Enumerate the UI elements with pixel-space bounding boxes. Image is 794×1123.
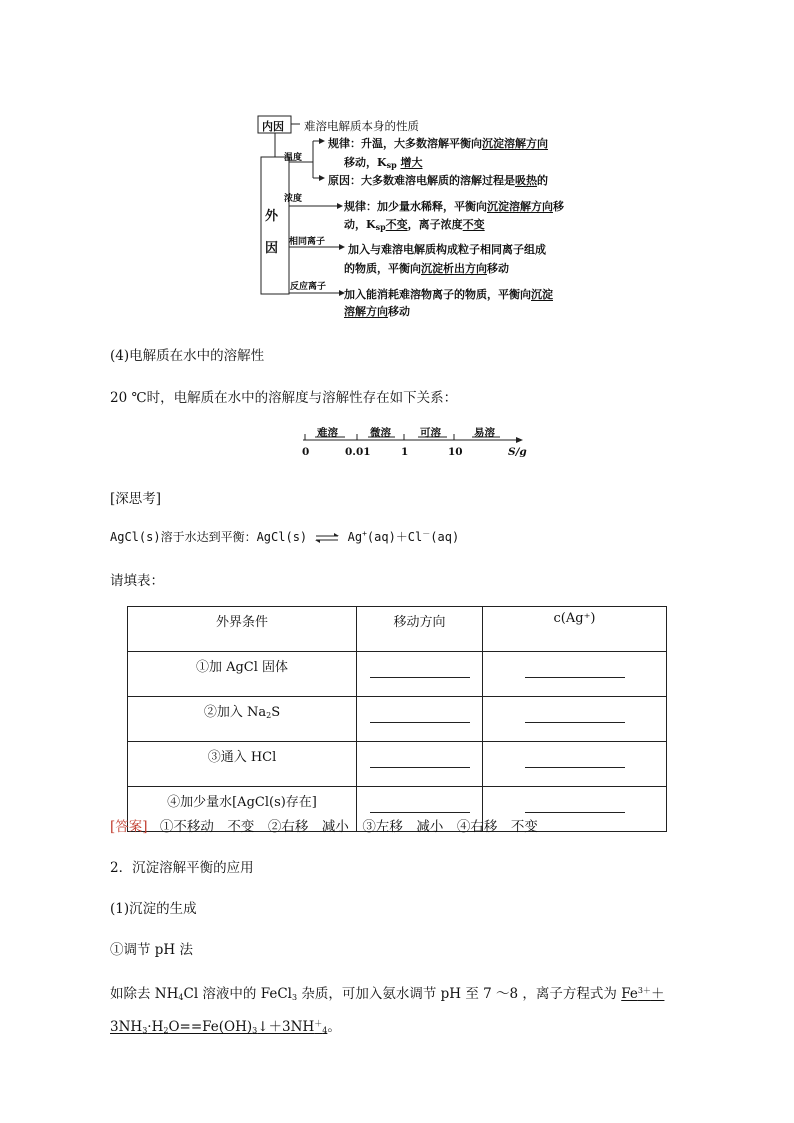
direction-blank[interactable] xyxy=(357,697,483,742)
inner-text: 难溶电解质本身的性质 xyxy=(304,119,419,133)
conc-rule-e: 不变 xyxy=(385,218,408,231)
temp-rule-line-1 xyxy=(328,135,548,151)
eq-d: (aq) xyxy=(430,530,460,544)
react-a: 加入能消耗难溶物离子的物质，平衡向 xyxy=(344,288,531,301)
condition-text: ④加少量水[AgCl(s)存在] xyxy=(167,795,317,810)
condition-text: ①加 AgCl 固体 xyxy=(195,660,289,675)
example-paragraph xyxy=(110,978,730,1044)
temp-cause xyxy=(328,172,548,188)
table-header-row xyxy=(128,607,667,652)
temp-label: 温度 xyxy=(284,153,303,163)
conc-rule-sp: sp xyxy=(375,222,386,232)
eq-c: (aq)＋Cl xyxy=(366,530,423,544)
ex-j: 。 xyxy=(327,1019,341,1035)
eq-b-sup: + xyxy=(362,529,367,538)
ex-f-sub: 3 xyxy=(142,1026,148,1035)
axis-label-soluble: 可溶 xyxy=(420,427,441,439)
axis-tick-001: 0.01 xyxy=(345,446,371,458)
temp-rule-sp: sp xyxy=(386,160,397,170)
react-label: 反应离子 xyxy=(290,282,327,292)
react-b: 沉淀 xyxy=(531,288,553,301)
react-d: 移动 xyxy=(388,305,410,318)
common-b: 的物质，平衡向 xyxy=(344,262,421,275)
conc-rule-d: 动，K xyxy=(344,218,376,231)
eq-b: Ag xyxy=(347,530,363,544)
ex-h-sub: 3 xyxy=(252,1026,258,1035)
temp-cause-c: 的 xyxy=(537,174,548,187)
answer-label: [答案] xyxy=(110,819,148,835)
answer-text: ①不移动 不变 ②右移 减小 ③左移 减小 ④右移 不变 xyxy=(159,819,538,835)
conc-rule-line-1 xyxy=(344,198,564,214)
ex-b-sub: 3 xyxy=(291,993,298,1002)
ex-i: ↓＋3NH xyxy=(257,1019,315,1035)
direction-blank[interactable] xyxy=(357,742,483,787)
react-line-1 xyxy=(344,286,553,302)
temp-rule-d: 增大 xyxy=(400,156,423,169)
react-line-2 xyxy=(344,303,410,319)
axis-label-easily: 易溶 xyxy=(474,427,495,439)
reversible-arrow-icon xyxy=(314,533,340,543)
ex-i-sub: 4 xyxy=(322,1026,328,1035)
common-c: 沉淀析出方向 xyxy=(421,262,487,275)
ex-g: ·H xyxy=(147,1019,164,1035)
temp-cause-b: 吸热 xyxy=(515,174,537,187)
section-2-title: 2．沉淀溶解平衡的应用 xyxy=(110,860,254,876)
temp-rule-a: 规律：升温，大多数溶解平衡向 xyxy=(328,137,482,150)
eq-c-sup: － xyxy=(422,529,431,538)
conc-rule-a: 规律：加少量水稀释，平衡向 xyxy=(344,200,487,213)
axis-tick-10: 10 xyxy=(448,446,463,458)
inner-box-label: 内因 xyxy=(262,120,284,133)
concentration-blank[interactable] xyxy=(483,652,667,697)
common-d: 移动 xyxy=(487,262,509,275)
header-concentration: c(Ag⁺) xyxy=(483,607,667,652)
think-title: [深思考] xyxy=(110,491,162,507)
header-direction: 移动方向 xyxy=(357,607,483,652)
outer-box-label-1: 外 xyxy=(265,209,279,224)
equilibrium-equation xyxy=(110,528,459,545)
condition-cell xyxy=(128,697,357,742)
common-line-2 xyxy=(344,260,509,276)
ex-g-sub: 2 xyxy=(163,1026,169,1035)
method-1-title: ①调节 pH 法 xyxy=(110,942,193,958)
condition-text-b: S xyxy=(271,705,281,720)
axis-tick-0: 0 xyxy=(302,446,310,458)
ex-a: 如除去 NH xyxy=(110,986,179,1002)
ex-c: 杂质，可加入氨水调节 pH 至 7 ～8 ，离子方程式为 xyxy=(297,986,622,1002)
ex-e: ＋ xyxy=(650,986,665,1002)
condition-text: ②加入 Na xyxy=(203,705,267,720)
temperature-sentence: 20 ℃时，电解质在水中的溶解度与溶解性存在如下关系： xyxy=(110,390,458,406)
concentration-blank[interactable] xyxy=(483,697,667,742)
temp-rule-c: 移动，K xyxy=(344,156,387,169)
common-line-1: 加入与难溶电解质构成粒子相同离子组成 xyxy=(348,243,546,256)
condition-cell xyxy=(128,652,357,697)
temp-rule-line-2 xyxy=(344,154,423,170)
ex-d: Fe xyxy=(621,986,638,1002)
ex-i-sup: ＋ xyxy=(314,1019,323,1028)
answer-line xyxy=(110,815,538,835)
ex-f: 3NH xyxy=(110,1019,143,1035)
outer-box-label-2: 因 xyxy=(265,241,279,256)
conc-rule-b: 沉淀溶解方向 xyxy=(487,200,553,213)
ex-d-sup: 3＋ xyxy=(637,986,651,995)
eq-a: AgCl(s)溶于水达到平衡：AgCl(s) xyxy=(110,530,308,544)
fill-prompt: 请填表： xyxy=(110,573,164,589)
concentration-blank[interactable] xyxy=(483,742,667,787)
ex-h: O==Fe(OH) xyxy=(168,1019,253,1035)
ex-a-sub: 4 xyxy=(178,993,184,1002)
conc-rule-f: ，离子浓度 xyxy=(407,218,463,231)
conc-label: 浓度 xyxy=(284,194,303,204)
axis-unit: S/g xyxy=(508,446,527,458)
condition-text: ③通入 HCl xyxy=(207,750,277,765)
heading-4: (4)电解质在水中的溶解性 xyxy=(110,348,265,364)
condition-cell xyxy=(128,742,357,787)
temp-rule-b: 沉淀溶解方向 xyxy=(482,137,548,150)
react-c: 溶解方向 xyxy=(344,305,388,318)
axis-tick-1: 1 xyxy=(401,446,409,458)
axis-label-insoluble: 难溶 xyxy=(317,427,338,439)
ex-b: Cl 溶液中的 FeCl xyxy=(183,986,292,1002)
header-condition: 外界条件 xyxy=(128,607,357,652)
common-label: 相同离子 xyxy=(289,237,326,247)
axis-label-slightly: 微溶 xyxy=(370,427,391,439)
table-row xyxy=(128,652,667,697)
conc-rule-g: 不变 xyxy=(462,218,485,231)
temp-cause-a: 原因：大多数难溶电解质的溶解过程是 xyxy=(328,174,515,187)
conc-rule-line-2 xyxy=(344,216,485,232)
sub-1-title: (1)沉淀的生成 xyxy=(110,901,197,917)
table-row xyxy=(128,697,667,742)
table-row xyxy=(128,742,667,787)
condition-sub: 2 xyxy=(266,711,272,720)
conc-rule-c: 移 xyxy=(553,200,564,213)
fill-table xyxy=(127,606,667,832)
direction-blank[interactable] xyxy=(357,652,483,697)
